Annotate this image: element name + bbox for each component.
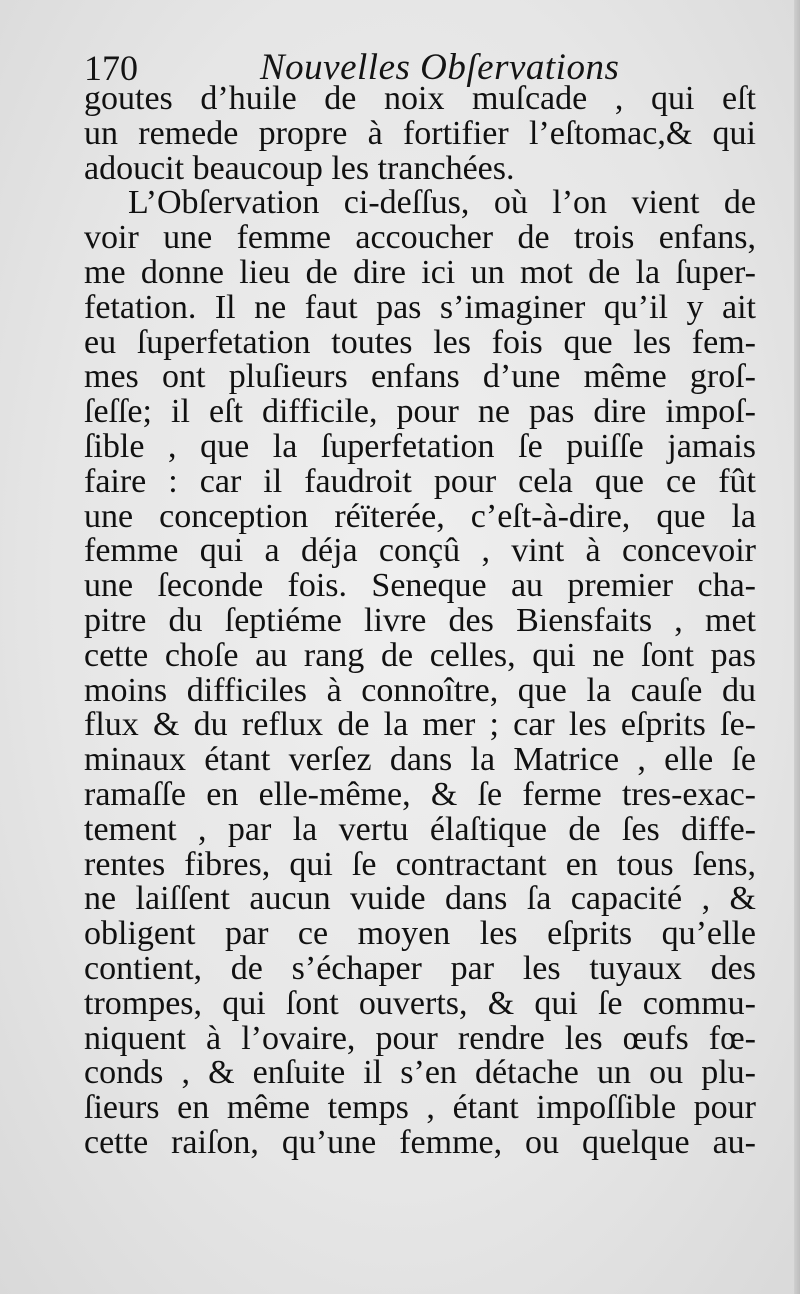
text-line: un remede propre à fortifier l’eſtomac,& qui bbox=[84, 116, 756, 152]
body-text bbox=[84, 82, 756, 1161]
text-line: ne laiſſent aucun vuide dans ſa capacité , & bbox=[84, 882, 756, 918]
page-number: 170 bbox=[84, 48, 138, 88]
text-line: ramaſſe en elle-même, & ſe ferme tres-exac- bbox=[84, 777, 756, 813]
text-line: femme qui a déja conçû , vint à concevoir bbox=[84, 534, 756, 570]
text-line: adoucit beaucoup les tranchées. bbox=[84, 151, 515, 187]
text-line: goutes d’huile de noix muſcade , qui eſt bbox=[84, 82, 756, 117]
text-line: rentes fibres, qui ſe contractant en tous ſens, bbox=[84, 847, 756, 883]
text-line: cette choſe au rang de celles, qui ne ſont pas bbox=[84, 638, 756, 674]
text-line: conds , & enſuite il s’en détache un ou plu- bbox=[84, 1056, 756, 1092]
text-line: minaux étant verſez dans la Matrice , elle ſe bbox=[84, 743, 756, 778]
text-line: ſeſſe; il eſt difficile, pour ne pas dire impoſ- bbox=[84, 395, 756, 430]
text-line: faire : car il faudroit pour cela que ce fût bbox=[84, 464, 756, 500]
text-line: pitre du ſeptiéme livre des Biensfaits , met bbox=[84, 603, 756, 639]
text-line: voir une femme accoucher de trois enfans, bbox=[84, 221, 756, 256]
text-line: me donne lieu de dire ici un mot de la ſuper- bbox=[84, 255, 756, 291]
text-line: contient, de s’échaper par les tuyaux des bbox=[84, 951, 756, 987]
text-line: mes ont pluſieurs enfans d’une même groſ- bbox=[84, 360, 756, 396]
text-line: fetation. Il ne faut pas s’imaginer qu’il y ait bbox=[84, 290, 756, 326]
text-line: une conception réïterée, c’eſt-à-dire, que la bbox=[84, 499, 756, 535]
paragraph-first-line: L’Obſervation ci-deſſus, où l’on vient de bbox=[128, 186, 756, 222]
text-line: niquent à l’ovaire, pour rendre les œufs fœ- bbox=[84, 1021, 756, 1057]
text-line: trompes, qui ſont ouverts, & qui ſe commu- bbox=[84, 986, 756, 1022]
text-line: une ſeconde fois. Seneque au premier cha- bbox=[84, 569, 756, 604]
text-line: eu ſuperfetation toutes les fois que les fem- bbox=[84, 325, 756, 361]
text-line: obligent par ce moyen les eſprits qu’elle bbox=[84, 917, 756, 952]
text-line: ſieurs en même temps , étant impoſſible pour bbox=[84, 1091, 756, 1126]
text-line: tement , par la vertu élaſtique de ſes diffe- bbox=[84, 812, 756, 848]
text-line: cette raiſon, qu’une femme, ou quelque au- bbox=[84, 1125, 756, 1161]
text-line: flux & du reflux de la mer ; car les eſprits ſe- bbox=[84, 708, 756, 744]
text-line: moins difficiles à connoître, que la cauſe du bbox=[84, 673, 756, 709]
text-line: ſible , que la ſuperfetation ſe puiſſe jamais bbox=[84, 429, 756, 465]
running-title: Nouvelles Obſervations bbox=[260, 47, 620, 88]
page-edge bbox=[794, 0, 800, 1294]
